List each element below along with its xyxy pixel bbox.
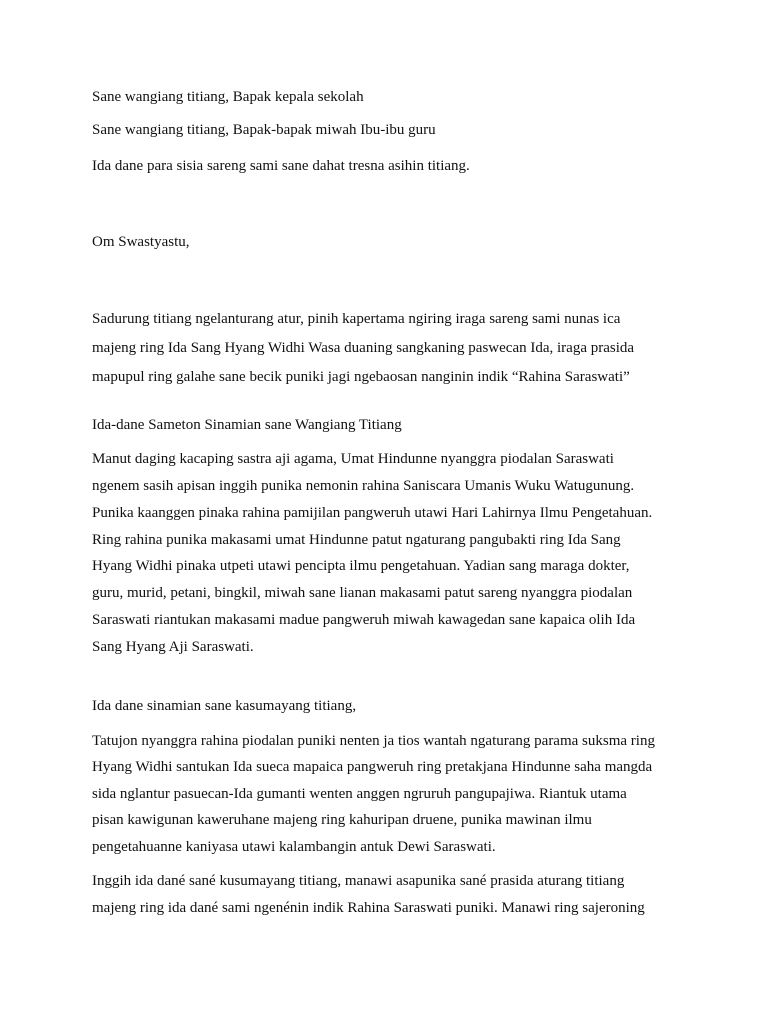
text-line: Sane wangiang titiang, Bapak kepala sekolah [92,89,364,105]
text-line: pisan kawigunan kaweruhane majeng ring kahuripan druene, punika mawinan ilmu [92,812,592,828]
text-line: Om Swastyastu, [92,234,190,250]
text-line: Sang Hyang Aji Saraswati. [92,639,254,655]
text-line: mapupul ring galahe sane becik puniki jagi ngebaosan nanginin indik “Rahina Saraswati” [92,369,630,385]
text-line: Ida dane sinamian sane kasumayang titiang, [92,698,357,714]
text-line: Ring rahina punika makasami umat Hindunne patut ngaturang pangubakti ring Ida Sang [92,532,621,548]
text-line: ngenem sasih apisan inggih punika nemonin rahina Saniscara Umanis Wuku Watugunung. [92,478,635,494]
text-line: Saraswati riantukan makasami madue pangweruh miwah kawagedan sane kapaica olih Ida [92,612,636,628]
text-line: Hyang Widhi santukan Ida sueca mapaica pangweruh ring pretakjana Hindunne saha mangda [92,759,653,775]
text-line: sida nglantur pasuecan-Ida gumanti wenten anggen ngruruh pangupajiwa. Riantuk utama [92,786,627,802]
text-line: Inggih ida dané sané kusumayang titiang, manawi asapunika sané prasida aturang titiang [92,873,625,889]
text-line: Hyang Widhi pinaka utpeti utawi pencipta ilmu pengetahuan. Yadian sang maraga dokter, [92,558,630,574]
text-line: Manut daging kacaping sastra aji agama, Umat Hindunne nyanggra piodalan Saraswati [92,451,614,467]
text-line: majeng ring ida dané sami ngenénin indik Rahina Saraswati puniki. Manawi ring sajeroning [92,900,645,916]
text-line: Sadurung titiang ngelanturang atur, pinih kapertama ngiring iraga sareng sami nunas ica [92,311,621,327]
text-line: pengetahuanne kaniyasa utawi kalambangin antuk Dewi Saraswati. [92,839,496,855]
text-line: Ida-dane Sameton Sinamian sane Wangiang Titiang [92,417,402,433]
text-line: Punika kaanggen pinaka rahina pamijilan pangweruh utawi Hari Lahirnya Ilmu Pengetahuan. [92,505,653,521]
text-line: guru, murid, petani, bingkil, miwah sane lianan makasami patut sareng nyanggra piodalan [92,585,633,601]
text-line: Tatujon nyanggra rahina piodalan puniki nenten ja tios wantah ngaturang parama suksma ring [92,733,655,749]
text-line: Sane wangiang titiang, Bapak-bapak miwah Ibu-ibu guru [92,122,436,138]
text-line: majeng ring Ida Sang Hyang Widhi Wasa duaning sangkaning paswecan Ida, iraga prasida [92,340,635,356]
text-line: Ida dane para sisia sareng sami sane dahat tresna asihin titiang. [92,158,470,174]
